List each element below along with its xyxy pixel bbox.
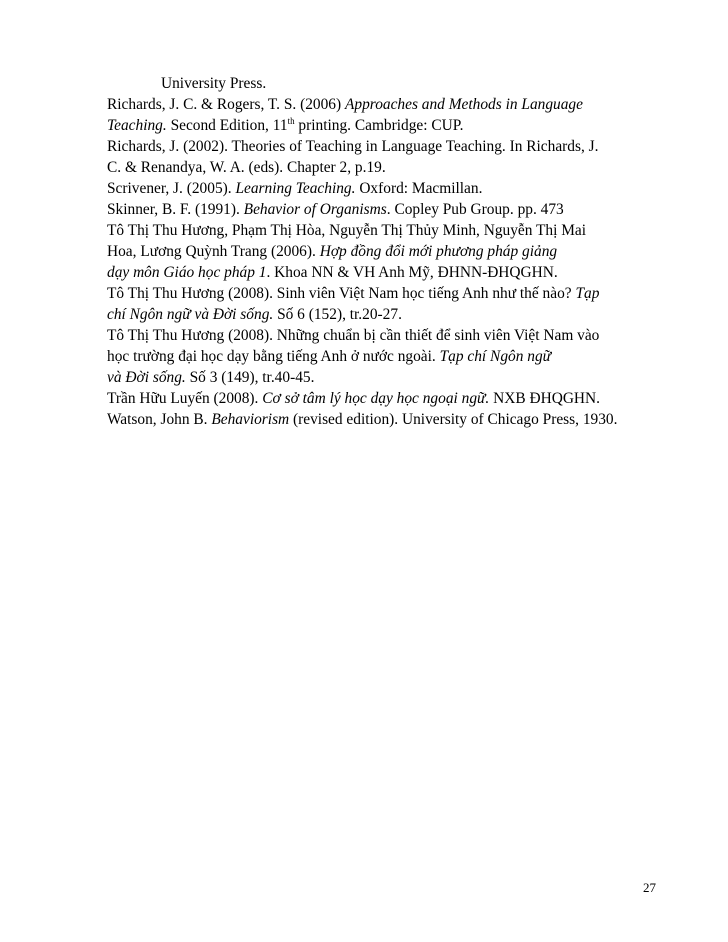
reference-italic-text: Tạp (575, 285, 600, 302)
reference-italic-text: Teaching. (107, 117, 167, 134)
reference-italic-text: và Đời sống. (107, 369, 186, 386)
reference-entry (107, 73, 682, 94)
reference-text: Trần Hữu Luyến (2008). (107, 390, 263, 407)
reference-text: . Copley Pub Group. pp. 473 (386, 201, 564, 218)
reference-line (107, 367, 682, 388)
page-number: 27 (643, 880, 656, 895)
reference-text: Scrivener, J. (2005). (107, 180, 236, 197)
reference-entry (107, 283, 682, 325)
reference-entry (107, 388, 682, 409)
reference-italic-text: dạy môn Giáo học pháp 1 (107, 264, 267, 281)
reference-line (107, 241, 682, 262)
reference-line (107, 136, 682, 157)
reference-list (107, 73, 682, 430)
reference-italic-text: Learning Teaching. (235, 180, 356, 197)
reference-entry (107, 409, 682, 430)
reference-text: Oxford: Macmillan. (355, 180, 483, 197)
reference-text: Skinner, B. F. (1991). (107, 201, 244, 218)
reference-entry (107, 325, 682, 388)
reference-italic-text: Approaches and Methods in Language (344, 96, 583, 113)
reference-line (107, 199, 682, 220)
reference-line (107, 304, 682, 325)
reference-line (107, 388, 682, 409)
reference-italic-text: Hợp đồng đổi mới phương pháp giảng (319, 243, 558, 260)
reference-entry (107, 136, 682, 178)
reference-line (107, 157, 682, 178)
reference-text: Tô Thị Thu Hương, Phạm Thị Hòa, Nguyễn Thị Thủy Minh, Nguyễn Thị Mai (107, 222, 587, 239)
reference-italic-text: Cơ sở tâm lý học dạy học ngoại ngữ. (262, 390, 490, 407)
reference-text: C. & Renandya, W. A. (eds). Chapter 2, p.19. (107, 159, 386, 176)
reference-text: printing. Cambridge: CUP. (294, 117, 464, 134)
reference-text: Richards, J. (2002). Theories of Teaching in Language Teaching. In Richards, J. (107, 138, 599, 155)
reference-entry (107, 199, 682, 220)
reference-entry (107, 220, 682, 283)
reference-text: th (287, 116, 295, 126)
reference-text: Tô Thị Thu Hương (2008). Những chuẩn bị cần thiết để sinh viên Việt Nam vào (107, 327, 600, 344)
reference-entry (107, 94, 682, 136)
reference-line (107, 283, 682, 304)
reference-text: Second Edition, 11 (166, 117, 288, 134)
reference-italic-text: Behaviorism (211, 411, 290, 428)
reference-italic-text: Behavior of Organisms (243, 201, 387, 218)
reference-text: NXB ĐHQGHN. (489, 390, 601, 407)
reference-text: . Khoa NN & VH Anh Mỹ, ĐHNN-ĐHQGHN. (266, 264, 558, 281)
reference-text: Hoa, Lương Quỳnh Trang (2006). (107, 243, 320, 260)
reference-line (107, 94, 682, 115)
reference-italic-text: chí Ngôn ngữ và Đời sống. (107, 306, 274, 323)
reference-text: (revised edition). University of Chicago Press, 1930. (289, 411, 618, 428)
reference-text: Watson, John B. (107, 411, 212, 428)
reference-line (107, 115, 682, 136)
reference-line (161, 73, 682, 94)
reference-line (107, 262, 682, 283)
reference-line (107, 220, 682, 241)
reference-entry (107, 178, 682, 199)
reference-italic-text: Tạp chí Ngôn ngữ (439, 348, 552, 365)
reference-line (107, 325, 682, 346)
reference-text: University Press. (161, 75, 267, 92)
reference-text: Richards, J. C. & Rogers, T. S. (2006) (107, 96, 345, 113)
reference-text: Số 3 (149), tr.40-45. (185, 369, 315, 386)
reference-line (107, 178, 682, 199)
reference-line (107, 346, 682, 367)
reference-text: học trường đại học dạy bằng tiếng Anh ở nước ngoài. (107, 348, 440, 365)
reference-text: Tô Thị Thu Hương (2008). Sinh viên Việt Nam học tiếng Anh như thế nào? (107, 285, 576, 302)
reference-text: Số 6 (152), tr.20-27. (273, 306, 402, 323)
reference-line (107, 409, 682, 430)
